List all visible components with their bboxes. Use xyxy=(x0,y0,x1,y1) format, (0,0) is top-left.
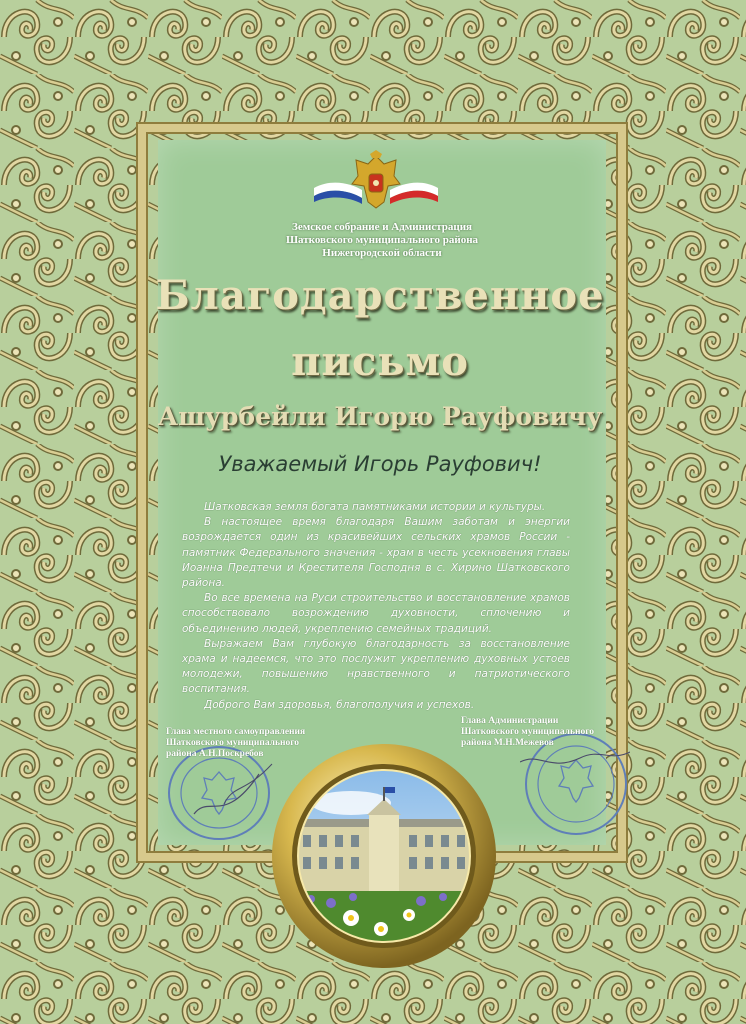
body-paragraph-4: Выражаем Вам глубокую благодарность за восстановление храма и надеемся, что это послужит укреплению духовных устоев молодежи, повышению нравственного и патриотического воспитания. xyxy=(182,637,570,696)
body-paragraph-3: Во все времена на Руси строительство и восстановление храмов способствовало возрождению духовности, сплочению и объединению людей, укреплению семейных традиций. xyxy=(182,592,570,635)
issuer-line-1: Земское собрание и Администрация xyxy=(292,221,472,233)
issuer-line-2: Шатковского муниципального района xyxy=(285,234,479,246)
greeting: Уважаемый Игорь Рауфович! xyxy=(218,452,542,476)
body-paragraph-5: Доброго Вам здоровья, благополучия и успехов. xyxy=(204,698,475,711)
letter-body xyxy=(182,500,570,713)
issuer-header xyxy=(260,221,504,260)
left-signature-line-3: района А.Н.Поскребов xyxy=(166,749,264,759)
coat-of-arms-icon xyxy=(312,150,440,214)
right-signature-line-2: Шатковского муниципального xyxy=(461,727,595,737)
title-line-1: Благодарственное xyxy=(155,272,605,319)
title-line-2: письмо xyxy=(291,338,469,385)
body-paragraph-2: В настоящее время благодаря Вашим заботам и энергии возрождается один из красивейших сельских храмов России - памятник Федерального значения - храм в честь усекновения главы Иоанна Предтечи и Крестителя Господня в с. Хирино Шатковского района. xyxy=(182,516,570,590)
left-signature-line-2: Шатковского муниципального xyxy=(166,738,300,748)
photo-medallion xyxy=(271,743,497,969)
right-signature-line-3: района М.Н.Межевов xyxy=(461,738,554,748)
right-signature-line-1: Глава Администрации xyxy=(461,716,559,726)
left-signature-line-1: Глава местного самоуправления xyxy=(166,727,306,737)
issuer-line-3: Нижегородской области xyxy=(322,247,442,259)
recipient-name: Ашурбейли Игорю Рауфовичу xyxy=(157,402,603,431)
body-paragraph-1: Шатковская земля богата памятниками истории и культуры. xyxy=(204,501,546,513)
